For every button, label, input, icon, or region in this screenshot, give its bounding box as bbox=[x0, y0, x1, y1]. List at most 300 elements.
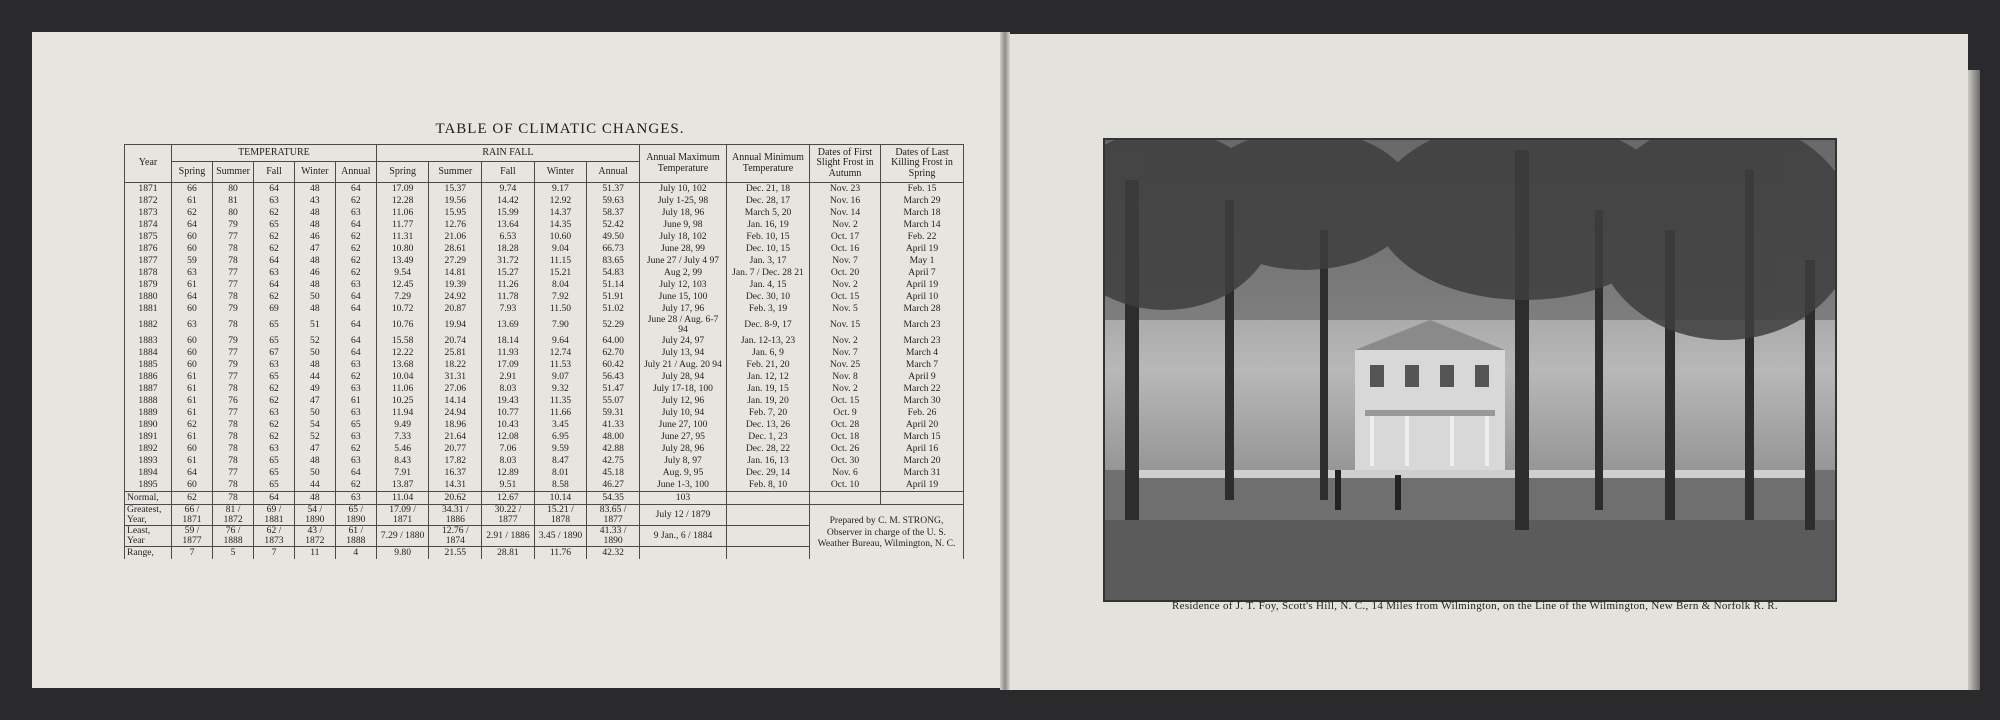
subheader-cell: Spring bbox=[172, 162, 213, 183]
table-cell: 54.83 bbox=[587, 267, 640, 279]
table-cell: Jan. 12, 12 bbox=[727, 371, 810, 383]
table-cell: 62 bbox=[335, 443, 376, 455]
table-cell: 10.76 bbox=[376, 315, 429, 335]
table-cell: 11.50 bbox=[534, 303, 587, 315]
table-cell: 77 bbox=[212, 371, 253, 383]
table-cell: July 17-18, 100 bbox=[640, 383, 727, 395]
table-cell: Nov. 6 bbox=[810, 467, 881, 479]
table-cell: 1883 bbox=[125, 335, 172, 347]
table-cell: 13.68 bbox=[376, 359, 429, 371]
table-cell: April 16 bbox=[881, 443, 964, 455]
table-cell: 64 bbox=[335, 219, 376, 231]
table-cell: 60 bbox=[172, 359, 213, 371]
table-cell: 61 bbox=[172, 407, 213, 419]
table-cell: Nov. 8 bbox=[810, 371, 881, 383]
table-cell: 76 / 1888 bbox=[212, 526, 253, 547]
table-cell: 1882 bbox=[125, 315, 172, 335]
table-cell: July 17, 96 bbox=[640, 303, 727, 315]
table-cell: 11.06 bbox=[376, 383, 429, 395]
table-cell: 1886 bbox=[125, 371, 172, 383]
table-cell: 1892 bbox=[125, 443, 172, 455]
table-row bbox=[125, 395, 964, 407]
climate-table bbox=[124, 144, 964, 559]
table-cell: 42.75 bbox=[587, 455, 640, 467]
table-row bbox=[125, 479, 964, 492]
table-row bbox=[125, 419, 964, 431]
table-cell: 65 bbox=[254, 467, 295, 479]
table-cell: 62 bbox=[254, 419, 295, 431]
table-cell: July 18, 96 bbox=[640, 207, 727, 219]
table-cell: Dec. 30, 10 bbox=[727, 291, 810, 303]
residence-photo bbox=[1103, 138, 1837, 602]
table-cell: 27.06 bbox=[429, 383, 482, 395]
table-row bbox=[125, 267, 964, 279]
table-title: TABLE OF CLIMATIC CHANGES. bbox=[435, 121, 685, 137]
table-row bbox=[125, 231, 964, 243]
table-cell: 14.31 bbox=[429, 479, 482, 492]
table-cell: 42.32 bbox=[587, 547, 640, 560]
table-cell: March 5, 20 bbox=[727, 207, 810, 219]
table-cell: 1871 bbox=[125, 183, 172, 196]
table-cell: 41.33 / 1890 bbox=[587, 526, 640, 547]
table-cell: March 7 bbox=[881, 359, 964, 371]
table-cell: June 9, 98 bbox=[640, 219, 727, 231]
table-cell: 10.80 bbox=[376, 243, 429, 255]
table-cell: 78 bbox=[212, 479, 253, 492]
table-row bbox=[125, 243, 964, 255]
table-cell: 80 bbox=[212, 183, 253, 196]
table-cell: 83.65 / 1877 bbox=[587, 505, 640, 526]
table-cell: 8.47 bbox=[534, 455, 587, 467]
table-row bbox=[125, 219, 964, 231]
table-cell: 9.32 bbox=[534, 383, 587, 395]
table-cell: 7 bbox=[254, 547, 295, 560]
table-cell: 49 bbox=[294, 383, 335, 395]
table-cell: 11.94 bbox=[376, 407, 429, 419]
table-cell: June 27 / July 4 97 bbox=[640, 255, 727, 267]
table-cell: 48 bbox=[294, 303, 335, 315]
table-cell: Feb. 15 bbox=[881, 183, 964, 196]
table-cell: 48 bbox=[294, 359, 335, 371]
table-cell: 62 bbox=[335, 255, 376, 267]
table-cell: 62 bbox=[254, 431, 295, 443]
table-cell: 64 bbox=[335, 303, 376, 315]
table-cell: 81 / 1872 bbox=[212, 505, 253, 526]
table-cell: 12.89 bbox=[482, 467, 534, 479]
table-cell: Nov. 2 bbox=[810, 219, 881, 231]
table-cell: 62 bbox=[254, 395, 295, 407]
photo-caption: Residence of J. T. Foy, Scott's Hill, N. C., 14 Miles from Wilmington, on the Line of the Wilmington, New Bern & Norfolk R. R. bbox=[1172, 600, 1778, 612]
table-cell: 64 bbox=[172, 467, 213, 479]
table-cell: Feb. 7, 20 bbox=[727, 407, 810, 419]
table-cell: 48 bbox=[294, 492, 335, 505]
table-cell: Oct. 20 bbox=[810, 267, 881, 279]
table-cell: Dec. 28, 22 bbox=[727, 443, 810, 455]
table-cell: June 15, 100 bbox=[640, 291, 727, 303]
table-cell: 9.04 bbox=[534, 243, 587, 255]
subheader-cell: Summer bbox=[429, 162, 482, 183]
table-cell: Nov. 14 bbox=[810, 207, 881, 219]
table-cell: 10.72 bbox=[376, 303, 429, 315]
table-cell: June 27, 95 bbox=[640, 431, 727, 443]
prepared-by-note: Prepared by C. M. STRONG, Observer in charge of the U. S. Weather Bureau, Wilmington, N. C. bbox=[810, 505, 964, 560]
table-row bbox=[125, 443, 964, 455]
table-cell: 10.25 bbox=[376, 395, 429, 407]
table-cell: 7.90 bbox=[534, 315, 587, 335]
table-cell: 6.95 bbox=[534, 431, 587, 443]
table-cell: Dec. 28, 17 bbox=[727, 195, 810, 207]
table-cell: 1873 bbox=[125, 207, 172, 219]
table-cell: 5 bbox=[212, 547, 253, 560]
table-cell: Nov. 2 bbox=[810, 335, 881, 347]
table-cell: 1895 bbox=[125, 479, 172, 492]
table-cell: 62 bbox=[335, 267, 376, 279]
table-cell: 1888 bbox=[125, 395, 172, 407]
table-cell: 18.14 bbox=[482, 335, 534, 347]
table-row bbox=[125, 467, 964, 479]
table-cell: Oct. 26 bbox=[810, 443, 881, 455]
table-cell: April 19 bbox=[881, 479, 964, 492]
table-cell: Nov. 2 bbox=[810, 279, 881, 291]
table-cell: 8.01 bbox=[534, 467, 587, 479]
table-cell: Greatest, Year, bbox=[125, 505, 172, 526]
subheader-cell: Summer bbox=[212, 162, 253, 183]
table-cell: 14.42 bbox=[482, 195, 534, 207]
table-cell: 76 bbox=[212, 395, 253, 407]
table-cell: Dec. 10, 15 bbox=[727, 243, 810, 255]
table-cell: 63 bbox=[254, 359, 295, 371]
table-cell: 1893 bbox=[125, 455, 172, 467]
table-cell: 12.67 bbox=[482, 492, 534, 505]
table-row bbox=[125, 347, 964, 359]
table-cell: 14.37 bbox=[534, 207, 587, 219]
table-cell: 65 bbox=[254, 479, 295, 492]
table-cell: 12.76 bbox=[429, 219, 482, 231]
table-cell: 62 bbox=[254, 207, 295, 219]
table-cell: 64 bbox=[172, 219, 213, 231]
table-cell: 62 / 1873 bbox=[254, 526, 295, 547]
table-cell: March 15 bbox=[881, 431, 964, 443]
table-cell: 64 bbox=[335, 467, 376, 479]
table-cell: 12.76 / 1874 bbox=[429, 526, 482, 547]
table-cell: April 10 bbox=[881, 291, 964, 303]
table-cell: 17.09 bbox=[376, 183, 429, 196]
table-cell: 11.78 bbox=[482, 291, 534, 303]
table-cell: July 10, 94 bbox=[640, 407, 727, 419]
table-cell: 77 bbox=[212, 467, 253, 479]
table-cell: 50 bbox=[294, 407, 335, 419]
table-cell: 14.14 bbox=[429, 395, 482, 407]
table-cell: 8.04 bbox=[534, 279, 587, 291]
table-cell: 64 bbox=[172, 291, 213, 303]
table-cell: 63 bbox=[335, 407, 376, 419]
table-cell: 25.81 bbox=[429, 347, 482, 359]
table-cell: 79 bbox=[212, 359, 253, 371]
table-cell: 43 bbox=[294, 195, 335, 207]
table-cell: Least, Year bbox=[125, 526, 172, 547]
table-cell: 79 bbox=[212, 219, 253, 231]
table-cell: 61 bbox=[172, 395, 213, 407]
table-cell: 1878 bbox=[125, 267, 172, 279]
table-cell: 9.49 bbox=[376, 419, 429, 431]
table-cell: March 29 bbox=[881, 195, 964, 207]
table-cell: 45.18 bbox=[587, 467, 640, 479]
table-cell: 52.29 bbox=[587, 315, 640, 335]
table-cell: 15.37 bbox=[429, 183, 482, 196]
table-cell: 7.29 / 1880 bbox=[376, 526, 429, 547]
table-cell: 51.37 bbox=[587, 183, 640, 196]
table-row bbox=[125, 279, 964, 291]
table-cell: 3.45 / 1890 bbox=[534, 526, 587, 547]
table-cell: 10.43 bbox=[482, 419, 534, 431]
subheader-cell: Annual bbox=[587, 162, 640, 183]
table-cell: Feb. 21, 20 bbox=[727, 359, 810, 371]
table-cell: Jan. 3, 17 bbox=[727, 255, 810, 267]
table-cell: 15.21 / 1878 bbox=[534, 505, 587, 526]
table-cell: 62 bbox=[254, 231, 295, 243]
table-cell: April 19 bbox=[881, 243, 964, 255]
table-cell: 20.62 bbox=[429, 492, 482, 505]
table-cell: 62 bbox=[254, 291, 295, 303]
table-row bbox=[125, 431, 964, 443]
table-cell: 63 bbox=[335, 207, 376, 219]
table-cell: 18.96 bbox=[429, 419, 482, 431]
table-cell: 17.82 bbox=[429, 455, 482, 467]
table-cell: 24.94 bbox=[429, 407, 482, 419]
table-cell: 60 bbox=[172, 479, 213, 492]
table-cell: 1887 bbox=[125, 383, 172, 395]
table-cell: 54 bbox=[294, 419, 335, 431]
table-cell: 13.64 bbox=[482, 219, 534, 231]
table-cell: 11.76 bbox=[534, 547, 587, 560]
table-cell: 31.31 bbox=[429, 371, 482, 383]
table-cell: Jan. 16, 13 bbox=[727, 455, 810, 467]
table-cell: 6.53 bbox=[482, 231, 534, 243]
table-cell: 7.91 bbox=[376, 467, 429, 479]
table-cell: 9.64 bbox=[534, 335, 587, 347]
table-cell: 61 bbox=[172, 383, 213, 395]
table-cell: 79 bbox=[212, 303, 253, 315]
table-cell: 78 bbox=[212, 455, 253, 467]
table-cell: 1890 bbox=[125, 419, 172, 431]
table-cell: 34.31 / 1886 bbox=[429, 505, 482, 526]
table-cell: June 1-3, 100 bbox=[640, 479, 727, 492]
table-cell: 43 / 1872 bbox=[294, 526, 335, 547]
table-row bbox=[125, 315, 964, 335]
table-cell: 60 bbox=[172, 335, 213, 347]
table-cell: 16.37 bbox=[429, 467, 482, 479]
table-cell: 21.64 bbox=[429, 431, 482, 443]
header-rainfall: RAIN FALL bbox=[376, 145, 639, 162]
table-cell: 21.06 bbox=[429, 231, 482, 243]
table-cell: 65 bbox=[254, 335, 295, 347]
subheader-cell: Spring bbox=[376, 162, 429, 183]
table-cell: June 28, 99 bbox=[640, 243, 727, 255]
table-cell: March 30 bbox=[881, 395, 964, 407]
table-cell: Jan. 7 / Dec. 28 21 bbox=[727, 267, 810, 279]
table-cell: 8.03 bbox=[482, 455, 534, 467]
table-row bbox=[125, 407, 964, 419]
table-cell: 7.06 bbox=[482, 443, 534, 455]
table-cell: 65 / 1890 bbox=[335, 505, 376, 526]
table-cell: 47 bbox=[294, 395, 335, 407]
table-cell: 63 bbox=[172, 267, 213, 279]
table-cell: 15.58 bbox=[376, 335, 429, 347]
table-cell: 64 bbox=[335, 315, 376, 335]
table-cell: Aug 2, 99 bbox=[640, 267, 727, 279]
table-cell: Nov. 16 bbox=[810, 195, 881, 207]
table-cell: 17.09 / 1871 bbox=[376, 505, 429, 526]
table-cell: April 9 bbox=[881, 371, 964, 383]
table-cell: 59.63 bbox=[587, 195, 640, 207]
table-cell: 64.00 bbox=[587, 335, 640, 347]
table-cell: 9.74 bbox=[482, 183, 534, 196]
table-cell: July 18, 102 bbox=[640, 231, 727, 243]
table-cell: 7.92 bbox=[534, 291, 587, 303]
table-cell: 48 bbox=[294, 455, 335, 467]
table-cell: Jan. 12-13, 23 bbox=[727, 335, 810, 347]
page-edge bbox=[1968, 70, 1980, 690]
table-cell: 2.91 / 1886 bbox=[482, 526, 534, 547]
table-cell: 13.69 bbox=[482, 315, 534, 335]
table-cell: 15.99 bbox=[482, 207, 534, 219]
empty-cell bbox=[727, 526, 810, 547]
table-cell: 9.07 bbox=[534, 371, 587, 383]
table-cell: 14.35 bbox=[534, 219, 587, 231]
table-cell: 7 bbox=[172, 547, 213, 560]
table-cell: 11 bbox=[294, 547, 335, 560]
table-cell: Jan. 19, 20 bbox=[727, 395, 810, 407]
table-cell: July 1-25, 98 bbox=[640, 195, 727, 207]
table-cell: 69 bbox=[254, 303, 295, 315]
table-cell: 11.06 bbox=[376, 207, 429, 219]
table-cell: Nov. 7 bbox=[810, 347, 881, 359]
table-cell: 62 bbox=[335, 479, 376, 492]
table-cell: Oct. 9 bbox=[810, 407, 881, 419]
table-cell: 31.72 bbox=[482, 255, 534, 267]
table-cell: June 28 / Aug. 6-7 94 bbox=[640, 315, 727, 335]
table-cell: 48 bbox=[294, 255, 335, 267]
table-cell: Feb. 8, 10 bbox=[727, 479, 810, 492]
table-row bbox=[125, 371, 964, 383]
table-cell: 65 bbox=[335, 419, 376, 431]
table-cell: 62 bbox=[254, 243, 295, 255]
table-cell: 61 bbox=[172, 371, 213, 383]
table-cell: 46 bbox=[294, 231, 335, 243]
table-cell: 62 bbox=[335, 371, 376, 383]
table-cell: 5.46 bbox=[376, 443, 429, 455]
table-cell: Feb. 22 bbox=[881, 231, 964, 243]
table-cell: March 31 bbox=[881, 467, 964, 479]
table-cell: 18.22 bbox=[429, 359, 482, 371]
table-cell: 78 bbox=[212, 255, 253, 267]
table-cell: 77 bbox=[212, 231, 253, 243]
table-cell: 13.87 bbox=[376, 479, 429, 492]
table-cell: 9.54 bbox=[376, 267, 429, 279]
table-cell: Nov. 2 bbox=[810, 383, 881, 395]
table-cell: July 12 / 1879 bbox=[640, 505, 727, 526]
table-cell: 8.03 bbox=[482, 383, 534, 395]
table-cell: July 28, 94 bbox=[640, 371, 727, 383]
table-cell: 78 bbox=[212, 431, 253, 443]
table-cell: 77 bbox=[212, 267, 253, 279]
table-cell: 79 bbox=[212, 335, 253, 347]
table-cell: 60.42 bbox=[587, 359, 640, 371]
table-cell: 77 bbox=[212, 347, 253, 359]
table-cell: 15.21 bbox=[534, 267, 587, 279]
table-cell: 65 bbox=[254, 455, 295, 467]
table-cell: 62 bbox=[172, 207, 213, 219]
table-cell: 51.14 bbox=[587, 279, 640, 291]
header-annual-max: Annual Maximum Temperature bbox=[640, 145, 727, 183]
table-cell: 60 bbox=[172, 243, 213, 255]
table-cell: 52 bbox=[294, 431, 335, 443]
table-cell: 55.07 bbox=[587, 395, 640, 407]
table-cell: 46.27 bbox=[587, 479, 640, 492]
table-cell: 64 bbox=[335, 335, 376, 347]
header-annual-min: Annual Minimum Temperature bbox=[727, 145, 810, 183]
table-cell: 65 bbox=[254, 315, 295, 335]
table-cell: 1881 bbox=[125, 303, 172, 315]
table-cell: Normal, bbox=[125, 492, 172, 505]
table-row bbox=[125, 195, 964, 207]
table-cell: 11.93 bbox=[482, 347, 534, 359]
table-cell: 66 bbox=[172, 183, 213, 196]
table-cell: Dec. 8-9, 17 bbox=[727, 315, 810, 335]
table-cell: 62 bbox=[172, 419, 213, 431]
table-cell: 51 bbox=[294, 315, 335, 335]
table-cell: Feb. 26 bbox=[881, 407, 964, 419]
table-cell: 20.87 bbox=[429, 303, 482, 315]
table-cell: Aug. 9, 95 bbox=[640, 467, 727, 479]
table-cell: 3.45 bbox=[534, 419, 587, 431]
table-cell: 41.33 bbox=[587, 419, 640, 431]
header-first-frost: Dates of First Slight Frost in Autumn bbox=[810, 145, 881, 183]
table-cell: Oct. 15 bbox=[810, 291, 881, 303]
summary-row-normal bbox=[125, 492, 964, 505]
table-cell: Nov. 7 bbox=[810, 255, 881, 267]
table-cell: 1879 bbox=[125, 279, 172, 291]
table-cell: 64 bbox=[254, 183, 295, 196]
empty-cell bbox=[727, 492, 810, 505]
table-cell: 64 bbox=[335, 347, 376, 359]
table-cell: 1876 bbox=[125, 243, 172, 255]
table-cell: 1885 bbox=[125, 359, 172, 371]
table-cell: 63 bbox=[335, 279, 376, 291]
table-cell: 9.59 bbox=[534, 443, 587, 455]
table-cell: 60 bbox=[172, 303, 213, 315]
table-cell: July 12, 103 bbox=[640, 279, 727, 291]
table-cell: 58.37 bbox=[587, 207, 640, 219]
table-cell: 51.47 bbox=[587, 383, 640, 395]
table-cell: 12.28 bbox=[376, 195, 429, 207]
table-row bbox=[125, 383, 964, 395]
table-cell: 11.53 bbox=[534, 359, 587, 371]
table-cell: July 12, 96 bbox=[640, 395, 727, 407]
table-cell: 61 bbox=[172, 431, 213, 443]
table-cell: 48 bbox=[294, 219, 335, 231]
empty-cell bbox=[640, 547, 727, 560]
subheader-cell: Annual bbox=[335, 162, 376, 183]
table-cell: 51.91 bbox=[587, 291, 640, 303]
table-cell: 47 bbox=[294, 443, 335, 455]
table-cell: Oct. 10 bbox=[810, 479, 881, 492]
table-cell: 15.95 bbox=[429, 207, 482, 219]
table-row bbox=[125, 183, 964, 196]
table-cell: 10.04 bbox=[376, 371, 429, 383]
table-cell: 7.33 bbox=[376, 431, 429, 443]
table-cell: 44 bbox=[294, 371, 335, 383]
